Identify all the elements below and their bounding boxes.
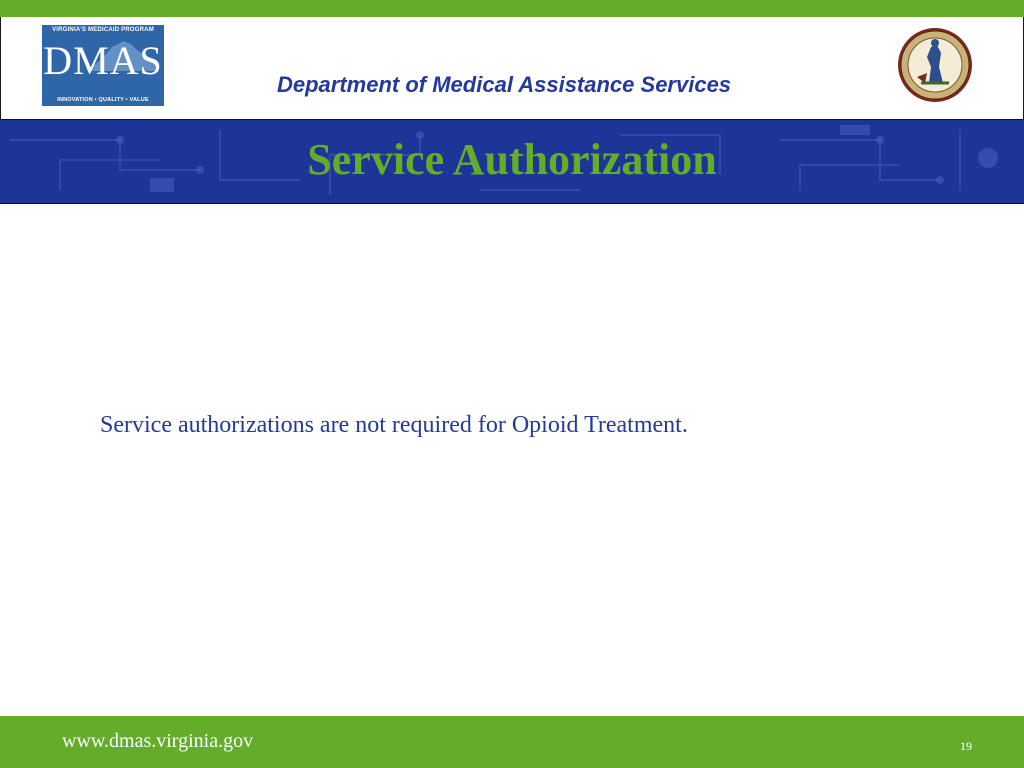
logo-letters: DMAS <box>43 38 163 83</box>
body-text: Service authorizations are not required for Opioid Treatment. <box>100 412 688 438</box>
department-name: Department of Medical Assistance Services <box>277 72 732 97</box>
dmas-logo <box>42 25 164 106</box>
logo-bottom-text: INNOVATION • QUALITY • VALUE <box>57 97 149 103</box>
virginia-seal-icon <box>897 27 973 103</box>
slide-title: Service Authorization <box>307 135 717 184</box>
top-accent-strip <box>0 0 1024 17</box>
page-number: 19 <box>960 739 972 753</box>
logo-top-text: VIRGINIA'S MEDICAID PROGRAM <box>52 27 154 33</box>
slide-header <box>0 17 1024 119</box>
footer-url: www.dmas.virginia.gov <box>62 730 254 752</box>
